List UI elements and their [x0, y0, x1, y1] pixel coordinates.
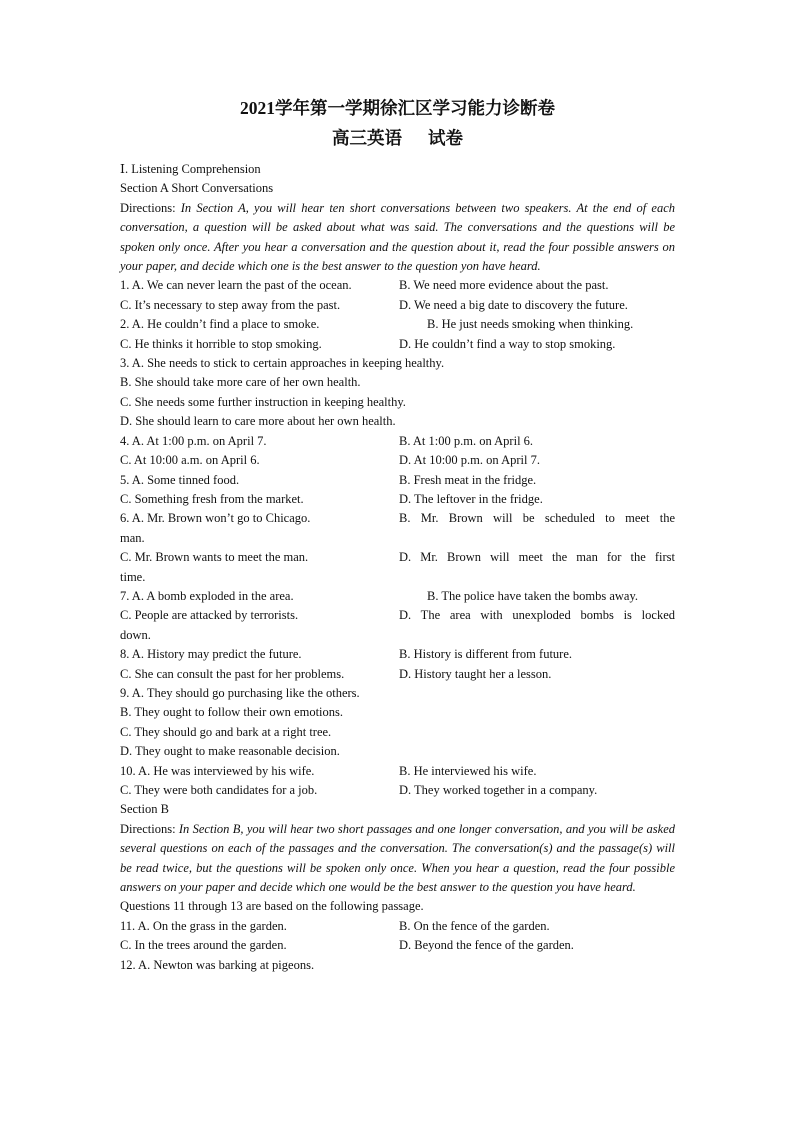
option: B. At 1:00 p.m. on April 6. — [399, 433, 534, 448]
option: B. Mr. Brown will be scheduled to meet the — [399, 511, 675, 526]
question-7-row-cd — [120, 606, 675, 625]
option: D. He couldn’t find a way to stop smoking. — [399, 336, 616, 351]
option: C. In the trees around the garden. — [120, 938, 287, 953]
option: D. They worked together in a company. — [399, 783, 598, 797]
option: D. She should learn to care more about her own health. — [120, 414, 396, 429]
option: B. He just needs smoking when thinking. — [427, 317, 634, 332]
option: C. She needs some further instruction in keeping healthy. — [120, 394, 406, 409]
option: 11. A. On the grass in the garden. — [120, 918, 287, 933]
option: D. Mr. Brown will meet the man for the first — [399, 550, 675, 565]
option: D. History taught her a lesson. — [399, 666, 552, 681]
question-1-row-cd — [120, 296, 675, 315]
question-2-row-ab — [120, 315, 675, 334]
question-2-row-cd — [120, 335, 675, 354]
option: 1. A. We can never learn the past of the ocean. — [120, 278, 352, 293]
question-6-row-cd — [120, 548, 675, 567]
option: B. Fresh meat in the fridge. — [399, 472, 537, 487]
option: C. Mr. Brown wants to meet the man. — [120, 550, 309, 565]
question-7-row-ab — [120, 587, 675, 606]
exam-title: 2021学年第一学期徐汇区学习能力诊断卷 — [240, 98, 555, 118]
option: 9. A. They should go purchasing like the others. — [120, 685, 360, 700]
option: B. History is different from future. — [399, 647, 572, 662]
question-1-row-ab — [120, 276, 675, 295]
question-8-row-cd — [120, 665, 675, 684]
option: C. People are attacked by terrorists. — [120, 608, 299, 623]
option: C. At 10:00 a.m. on April 6. — [120, 453, 260, 468]
question-6-row-ab — [120, 509, 675, 528]
option: B. On the fence of the garden. — [399, 918, 550, 933]
option: 8. A. History may predict the future. — [120, 647, 302, 662]
question-11-row-ab — [120, 917, 675, 936]
option: D. The leftover in the fridge. — [399, 491, 543, 506]
option: 6. A. Mr. Brown won’t go to Chicago. — [120, 511, 311, 526]
directions-label: Directions: — [120, 200, 176, 215]
directions-label: Directions: — [120, 821, 176, 836]
section-a-heading: Section A Short Conversations — [120, 181, 274, 196]
option: 12. A. Newton was barking at pigeons. — [120, 957, 315, 972]
option: C. He thinks it horrible to stop smoking. — [120, 336, 322, 351]
exam-subtitle — [120, 126, 675, 150]
section-b-heading: Section B — [120, 802, 169, 817]
subtitle-subject: 高三英语 — [332, 128, 402, 148]
option: B. They ought to follow their own emotions. — [120, 705, 344, 720]
question-11-row-cd — [120, 936, 675, 955]
option-wrap: man. — [120, 530, 145, 545]
option: B. We need more evidence about the past. — [399, 278, 609, 293]
section-a-directions — [120, 199, 675, 277]
option: 5. A. Some tinned food. — [120, 472, 240, 487]
question-8-row-ab — [120, 645, 675, 664]
option: B. He interviewed his wife. — [399, 763, 537, 778]
question-5-row-cd — [120, 490, 675, 509]
directions-text: In Section A, you will hear ten short conversations between two speakers. At the end of each conversation, a question will be asked about what was said. The conversations and the questions will be spoken only once. After you hear a conversation and the question about it, read the four possible answers on your paper, and decide which one is the best answer to the question yon have heard. — [120, 200, 675, 274]
option: C. Something fresh from the market. — [120, 491, 304, 506]
exam-page — [120, 96, 675, 975]
directions-text: In Section B, you will hear two short passages and one longer conversation, and you will be asked several questions on each of the passages and the conversation. The conversation(s) and the passage(s) will be read twice, but the questions will be spoken only once. When you hear a question, read the four possible answers on your paper and decide which one would be the best answer to the question you have heard. — [120, 821, 676, 895]
part-heading: Ⅰ. Listening Comprehension — [120, 162, 261, 176]
option: D. They ought to make reasonable decision. — [120, 744, 340, 759]
option: D. Beyond the fence of the garden. — [399, 938, 574, 953]
option: 7. A. A bomb exploded in the area. — [120, 588, 294, 603]
option: 2. A. He couldn’t find a place to smoke. — [120, 317, 320, 332]
option: 4. A. At 1:00 p.m. on April 7. — [120, 433, 267, 448]
question-4-row-cd — [120, 451, 675, 470]
option: C. She can consult the past for her problems. — [120, 666, 345, 681]
subtitle-paper: 试卷 — [428, 128, 463, 148]
option: B. She should take more care of her own health. — [120, 375, 361, 390]
option: C. It’s necessary to step away from the past. — [120, 297, 341, 312]
option: C. They were both candidates for a job. — [120, 783, 318, 797]
option: D. At 10:00 p.m. on April 7. — [399, 453, 540, 468]
option: D. The area with unexploded bombs is locked — [399, 608, 675, 623]
question-5-row-ab — [120, 471, 675, 490]
question-10-row-cd — [120, 781, 675, 800]
section-b-directions — [120, 820, 675, 898]
option: C. They should go and bark at a right tree. — [120, 724, 332, 739]
question-10-row-ab — [120, 762, 675, 781]
question-4-row-ab — [120, 432, 675, 451]
option-wrap: down. — [120, 627, 151, 642]
option: D. We need a big date to discovery the future. — [399, 297, 628, 312]
option: 3. A. She needs to stick to certain approaches in keeping healthy. — [120, 356, 445, 371]
passage-intro: Questions 11 through 13 are based on the following passage. — [120, 899, 424, 914]
option: B. The police have taken the bombs away. — [427, 588, 639, 603]
option: 10. A. He was interviewed by his wife. — [120, 763, 315, 778]
option-wrap: time. — [120, 569, 146, 584]
